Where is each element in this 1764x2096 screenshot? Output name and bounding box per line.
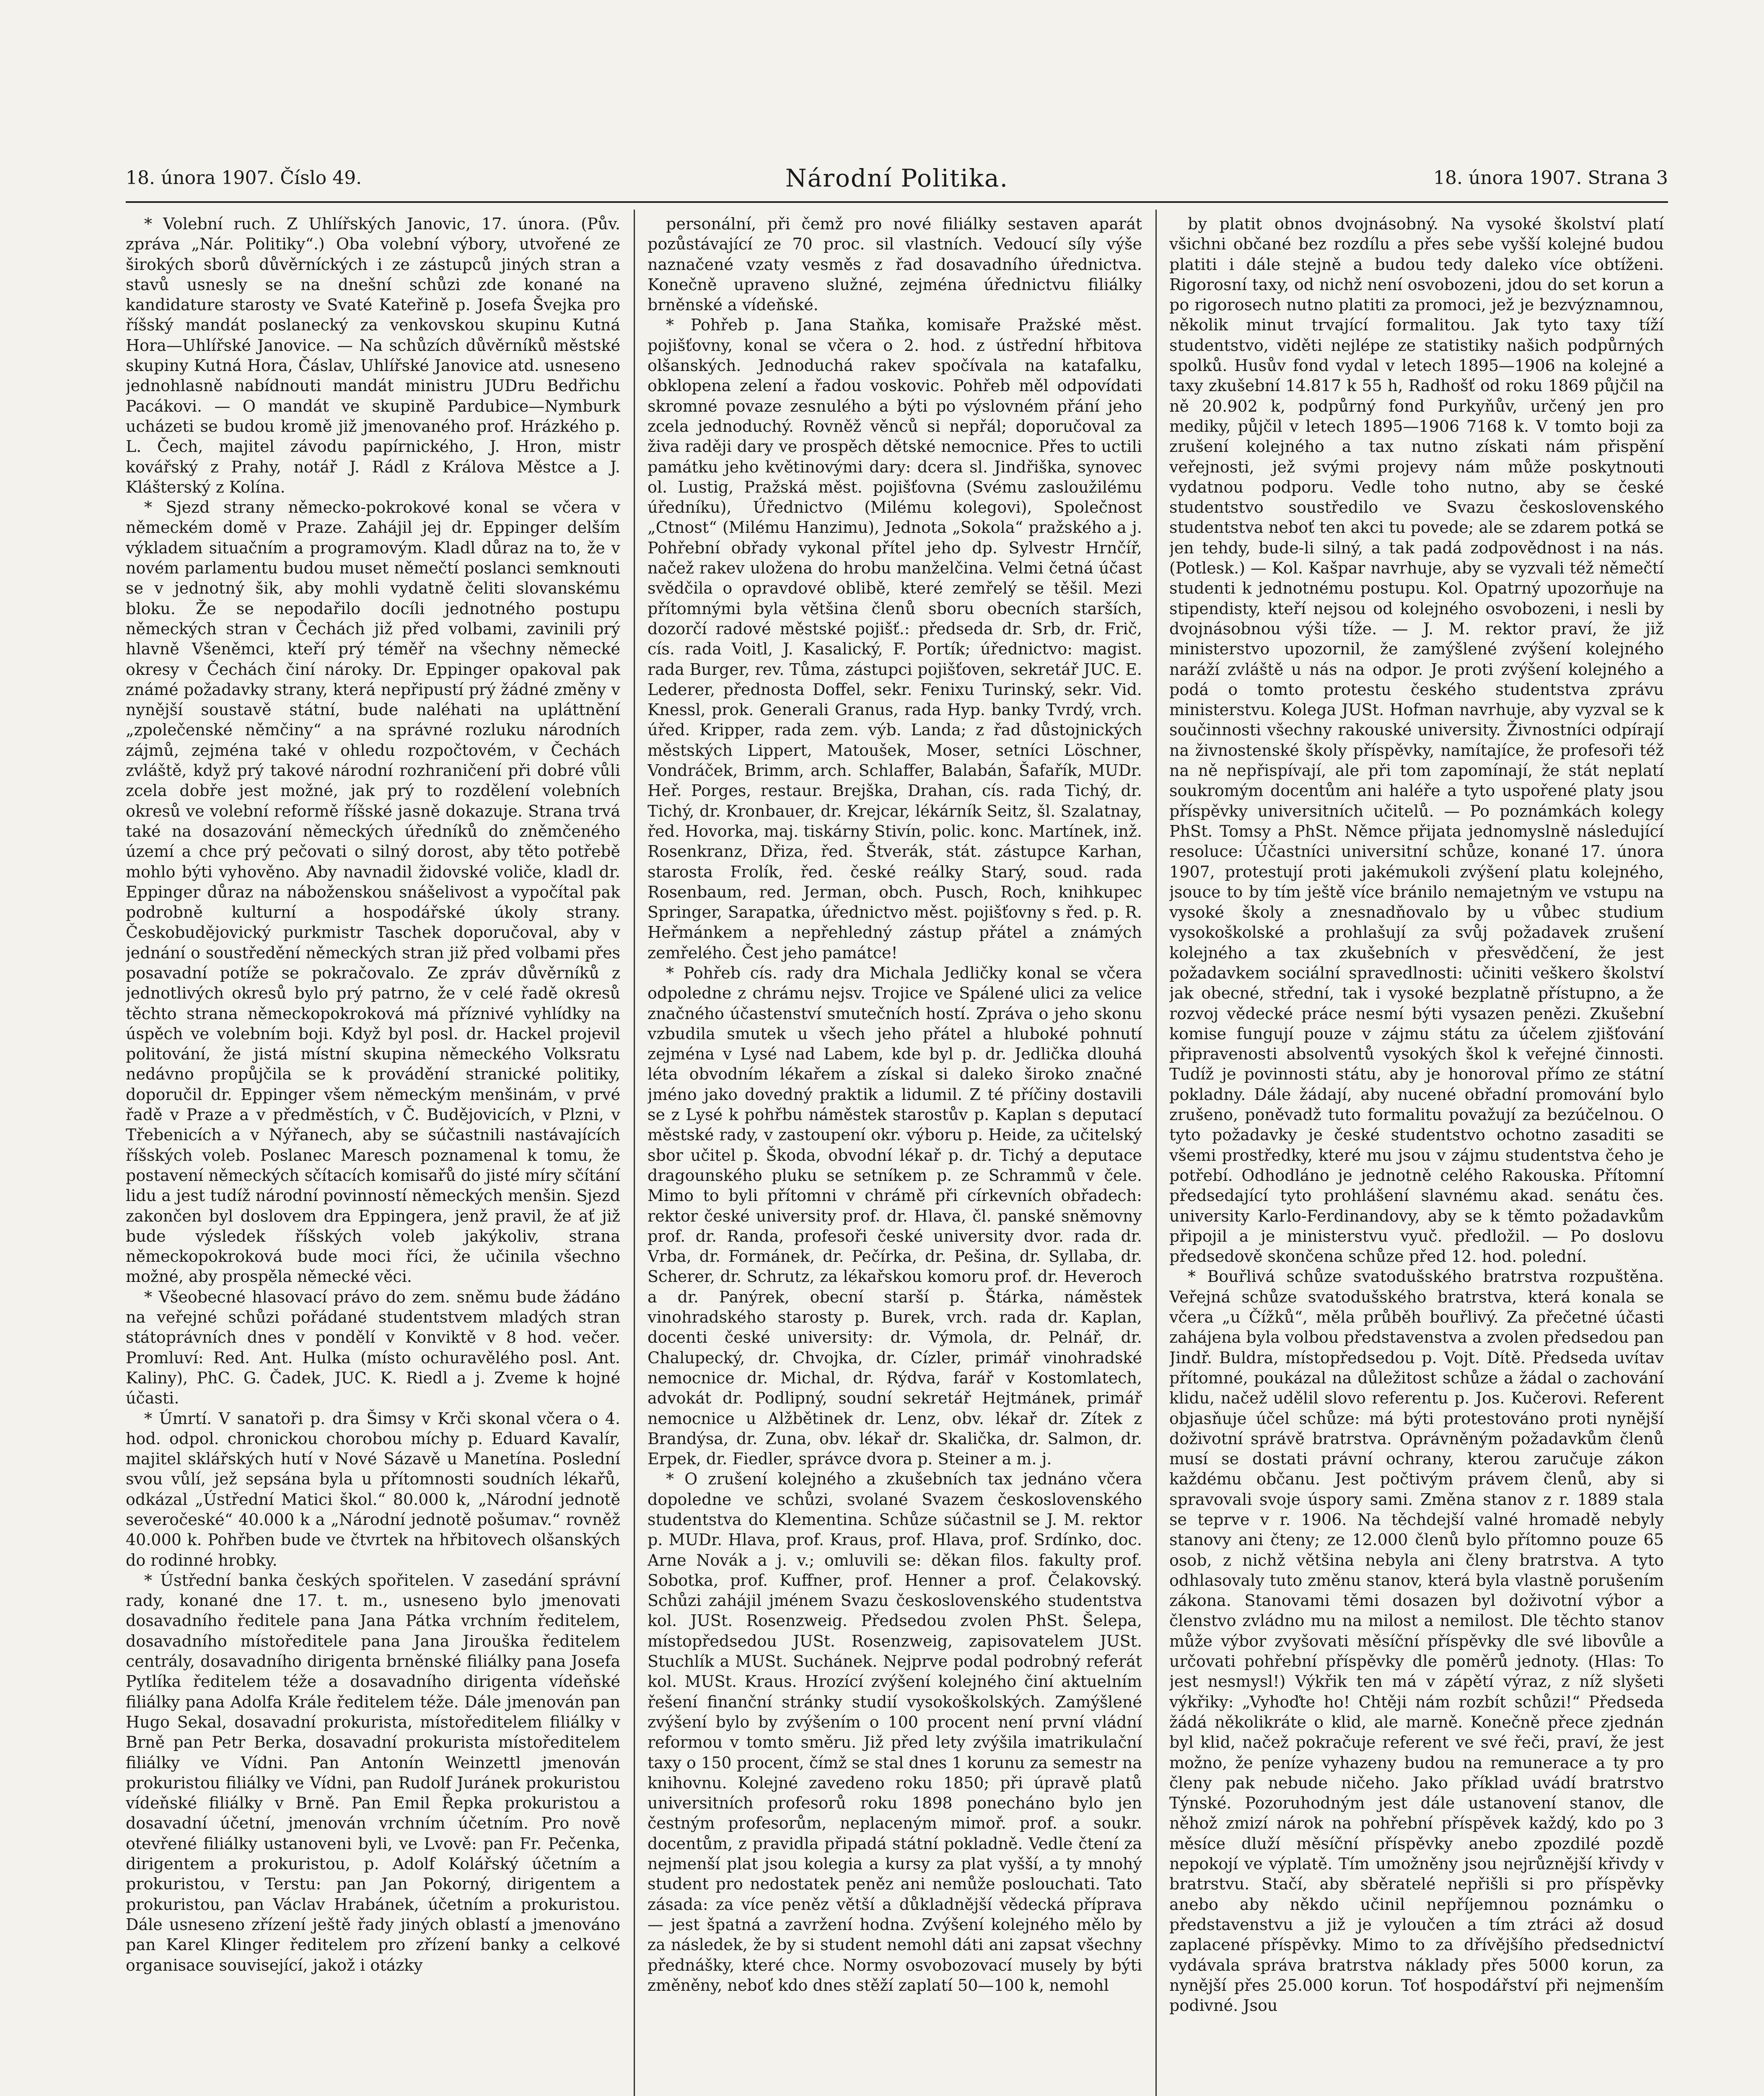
article: * Pohřeb cís. rady dra Michala Jedličky konal se včera odpoledne z chrámu nejsv. Trojice ve Spálené ulici za velice značného účastenství smutečních hostí. Zpráva o jeho skonu vzbudila smutek u všech jeho přátel a hluboké pohnutí zejména v Lysé nad Labem, kde byl p. dr. Jedlička dlouhá léta obvodním lékařem a získal si daleko široko značné jméno jako dovedný praktik a lidumil. Z té příčiny dostavili se z Lysé k pohřbu náměstek starostův p. Kaplan s deputací městské rady, v zastoupení okr. výboru p. Heide, za učitelský sbor učitel p. Škoda, obvodní lékař p. dr. Tichý a deputace dragounského pluku se setníkem p. ze Schrammů v čele. Mimo to byli přítomni v chrámě při církevních obřadech: rektor české university prof. dr. Hlava, čl. panské sněmovny prof. dr. Randa, profesoři české university dvor. rada dr. Vrba, dr. Formánek, dr. Pečírka, dr. Pešina, dr. Syllaba, dr. Scherer, dr. Schrutz, za lékařskou komoru prof. dr. Heveroch a dr. Panýrek, obecní starší p. Štárka, náměstek vinohradského starosty p. Burek, vrch. rada dr. Kaplan, docenti české university: dr. Výmola, dr. Pelnář, dr. Chalupecký, dr. Chvojka, dr. Cízler, primář vinohradské nemocnice dr. Michal, dr. Rýdva, farář v Kostomlatech, advokát dr. Podlipný, soudní sekretář Hejtmánek, primář nemocnice u Alžbětinek dr. Lenz, obv. lékař dr. Zítek z Brandýsa, dr. Zuna, obv. lékař dr. Skalička, dr. Salmon, dr. Erpek, dr. Fiedler, správce dvora p. Steiner a m. j.	[648, 963, 1142, 1468]
article: * Pohřeb p. Jana Staňka, komisaře Pražské měst. pojišťovny, konal se včera o 2. hod. z ústřední hřbitova olšanských. Jednoduchá rakev spočívala na katafalku, obklopena zelení a řadou voskovic. Pohřeb měl odpovídati skromné povaze zesnulého a býti po výslovném přání jeho zcela jednoduchý. Rovněž věnců si nepřál; doporučoval za živa raději dary ve prospěch dětské nemocnice. Přes to uctili památku jeho květinovými dary: dcera sl. Jindřiška, synovec ol. Lustig, Pražská měst. pojišťovna (Svému zasloužilému úředníku), Úřednictvo (Milému kolegovi), Společnost „Ctnost“ (Milému Hanzimu), Jednota „Sokola“ pražského a j. Pohřební obřady vykonal přítel jeho dp. Sylvestr Hrnčíř, načež rakev uložena do hrobu manželčina. Velmi četná účast svědčila o opravdové oblibě, které zemřelý se těšil. Mezi přítomnými byla většina členů sboru obecních starších, dozorčí radové městské pojišť.: předseda dr. Srb, dr. Frič, cís. rada Voitl, J. Kasalický, F. Portík; úřednictvo: magist. rada Burger, rev. Tůma, zástupci pojišťoven, sekretář JUC. E. Lederer, přednosta Doffel, sekr. Fenixu Turinský, sekr. Vid. Knessl, prok. Generali Granus, rada Hyp. banky Tvrdý, vrch. úřed. Kripper, rada zem. výb. Landa; z řad důstojnických městských Lippert, Matoušek, Moser, setníci Löschner, Vondráček, Brimm, arch. Schlaffer, Balabán, Šafařík, MUDr. Heř. Porges, restaur. Brejška, Drahan, cís. rada Tichý, dr. Tichý, dr. Kronbauer, dr. Krejcar, lékárník Seitz, šl. Szalatnay, řed. Hovorka, maj. tiskárny Stivín, polic. konc. Martínek, inž. Rosenkranz, Dřiza, řed. Štverák, stát. zástupce Karhan, starosta Frolík, řed. české reálky Starý, soud. rada Rosenbaum, red. Jerman, obch. Pusch, Roch, knihkupec Springer, Sarapatka, úřednictvo měst. pojišťovny s řed. p. R. Heřmánkem a nepřehledný zástup přátel a známých zemřelého. Čest jeho památce!	[648, 316, 1142, 962]
article: * Úmrtí. V sanatoři p. dra Šimsy v Krči skonal včera o 4. hod. odpol. chronickou chorobou míchy p. Eduard Kavalír, majitel sklářských hutí v Nové Sázavě u Manetína. Poslední svou vůlí, jež sepsána byla u přítomnosti soudních lékařů, odkázal „Ústřední Matici škol.“ 80.000 k, „Národní jednotě severočeské“ 40.000 k a „Národní jednotě pošumav.“ rovněž 40.000 k. Pohřben bude ve čtvrtek na hřbitovech olšanských do rodinné hrobky.	[126, 1409, 620, 1569]
column-1	[126, 214, 620, 2096]
column-2	[648, 214, 1142, 2096]
page-header	[126, 159, 1668, 197]
newspaper-page	[126, 159, 1668, 2096]
column-divider	[1155, 210, 1157, 2096]
masthead: Národní Politika.	[785, 164, 1009, 192]
article: by platit obnos dvojnásobný. Na vysoké školství platí všichni občané bez rozdílu a přes sebe vyšší kolejné budou platiti i dále stejně a budou tedy daleko více obtíženi. Rigorosní taxy, od nichž není osvobozeni, jdou do set korun a po rigorosech nutno platiti za promoci, jež je bezvýznamnou, několik minut trvající formalitou. Jak tyto taxy tíží studentstvo, viděti nejlépe ze statistiky našich podpůrných spolků. Husův fond vydal v letech 1895—1906 na kolejné a taxy zkušební 14.817 k 55 h, Radhošť od roku 1869 půjčil na ně 20.902 k, podpůrný fond Purkyňův, určený jen pro mediky, půjčil v letech 1895—1906 7168 k. V tomto boji za zrušení kolejného a tax nutno získati nám přispění veřejnosti, jež svými projevy nám může poskytnouti vydatnou podporu. Vedle toho nutno, aby se české studentstvo soustředilo ve Svazu československého studentstva neboť ten akci tu povede; ale se zdarem potká se jen tehdy, bude-li silný, a tak padá zodpovědnost i na nás. (Potlesk.) — Kol. Kašpar navrhuje, aby se vyzvali též němečtí studenti k jednotnému postupu. Kol. Opatrný upozorňuje na stipendisty, kteří nejsou od kolejného osvobozeni, i nesli by dvojnásobnou výši tíže. — J. M. rektor praví, že již ministerstvo upozornil, že zamýšlené zvýšení kolejného naráží zvláště u nás na odpor. Je proti zvýšení kolejného a podá o tomto protestu českého studentstva zprávu ministerstvu. Kolega JUSt. Hofman navrhuje, aby vyzval se k součinnosti všechny rakouské university. Živnostníci odpírají na živnostenské školy příspěvky, namítajíce, že profesoři též na ně nepřispívají, ale při tom zapomínají, že stát neplatí soukromým docentům ani haléře a tyto uspořené platy jsou příspěvky universitních učitelů. — Po poznámkách kolegy PhSt. Tomsy a PhSt. Němce přijata jednomyslně následující resoluce: Účastníci universitní schůze, konané 17. února 1907, protestují proti jakémukoli zvýšení platu kolejného, jsouce to by tím ještě více bránilo nemajetným ve vstupu na vysoké školy a znesnadňovalo by u vůbec studium vysokoškolské a prohlašují za svůj požadavek zrušení kolejného a tax zkušebních v přesvědčení, že jest požadavkem sociální spravedlnosti: učiniti veškero školství jak obecné, střední, tak i vysoké bezplatně přístupno, a že rozvoj vědecké práce nesmí býti vysazen penězi. Zkušební komise fungují pouze v zájmu státu za účelem zjišťování připravenosti absolventů vysokých škol k veřejné činnosti. Tudíž je povinnosti státu, aby je honoroval přímo ze státní pokladny. Dále žádají, aby nucené obřadní promování bylo zrušeno, poněvadž tuto formalitu považují za bezúčelnou. O tyto požadavky je české studentstvo ochotno zasaditi se všemi prostředky, které mu jsou v zájmu studentstva čeho je potřebí. Odhodláno je jednotně celého Rakouska. Přítomní předsedající tyto prohlášení slavnému akad. senátu čes. university Karlo-Ferdinandovy, aby se k těmto požadavkům připojil a je ministerstvu vyuč. předložil. — Po doslovu předsedově skončena schůze před 12. hod. polední.	[1169, 215, 1664, 1266]
article: * Ústřední banka českých spořitelen. V zasedání správní rady, konané dne 17. t. m., usneseno bylo jmenovati dosavadního ředitele pana Jana Pátka vrchním ředitelem, dosavadního místoředitele pana Jana Jirouška ředitelem centrály, dosavadního dirigenta brněnské filiálky pana Josefa Pytlíka ředitelem téže a dosavadního dirigenta vídeňské filiálky pana Adolfa Krále ředitelem téže. Dále jmenován pan Hugo Sekal, dosavadní prokurista, místoředitelem filiálky v Brně pan Petr Berka, dosavadní prokurista místoředitelem filiálky ve Vídni. Pan Antonín Weinzettl jmenován prokuristou filiálky ve Vídni, pan Rudolf Juránek prokuristou vídeňské filiálky v Brně. Pan Emil Řepka prokuristou a dosavadní účetní, jmenován vrchním účetním. Pro nově otevřené filiálky ustanoveni byli, ve Lvově: pan Fr. Pečenka, dirigentem a prokuristou, p. Adolf Kolářský účetním a prokuristou, v Terstu: pan Jan Pokorný, dirigentem a prokuristou, pan Václav Hrabánek, účetním a prokuristou. Dále usneseno zřízení ještě řady jiných oblastí a jmenováno pan Karel Klinger ředitelem pro zřízení banky a celkové organisace související, jakož i otázky	[126, 1571, 620, 1974]
article: * O zrušení kolejného a zkušebních tax jednáno včera dopoledne ve schůzi, svolané Svazem československého studentstva do Klementina. Schůze súčastnil se J. M. rektor p. MUDr. Hlava, prof. Kraus, prof. Hlava, prof. Srdínko, doc. Arne Novák a j. v.; omluvili se: děkan filos. fakulty prof. Sobotka, prof. Kuffner, prof. Henner a prof. Čelakovský. Schůzi zahájil jménem Svazu československého studentstva kol. JUSt. Rosenzweig. Předsedou zvolen PhSt. Šelepa, místopředsedou JUSt. Rosenzweig, zapisovatelem JUSt. Stuchlík a MUSt. Suchánek. Nejprve podal podrobný referát kol. MUSt. Kraus. Hrozící zvýšení kolejného činí aktuelním řešení finanční stránky studií vysokoškolských. Zamýšlené zvýšení bylo by zvýšením o 100 procent není první vládní reformou v tomto směru. Již před lety zvýšila imatrikulační taxy o 150 procent, čímž se stal dnes 1 korunu za semestr na knihovnu. Kolejné zavedeno roku 1850; při úpravě platů universitních profesorů roku 1898 ponecháno bylo jen čestným profesorům, neplaceným mimoř. prof. a soukr. docentům, z pravidla připadá státní pokladně. Vedle čtení za nejmenší plat jsou kolegia a kursy za plat vyšší, a ty mnohý student pro nedostatek peněz ani nemůže poslouchati. Tato zásada: za více peněz větší a důkladnější vědecká příprava — jest špatná a zavržení hodna. Zvýšení kolejného mělo by za následek, že by si student nemohl dáti ani zapsat všechny přednášky, které chce. Normy osvobozovací musely by býti změněny, neboť kdo dnes stěží zaplatí 50—100 k, nemohl	[648, 1470, 1142, 1995]
article: * Všeobecné hlasovací právo do zem. sněmu bude žádáno na veřejné schůzi pořádané studentstvem mladých stran státoprávních dnes v pondělí v Konviktě v 8 hod. večer. Promluví: Red. Ant. Hulka (místo ochuravělého posl. Ant. Kaliny), PhC. G. Čadek, JUC. K. Riedl a j. Zveme k hojné účasti.	[126, 1287, 620, 1408]
article: * Volební ruch. Z Uhlířských Janovic, 17. února. (Pův. zpráva „Nár. Politiky“.) Oba volební výbory, utvořené ze širokých sborů důvěrníckých i ze zástupců jiných stran a stavů usnesly se na dnešní schůzi zde konané na kandidature starosty ve Svaté Kateřině p. Josefa Švejka pro říšský mandát poslanecký za venkovskou skupinu Kutná Hora—Uhlířské Janovice. — Na schůzích důvěrníků městské skupiny Kutná Hora, Čáslav, Uhlířské Janovice atd. usneseno jednohlasně nabídnouti mandát ministru JUDru Bedřichu Pacákovi. — O mandát ve skupině Pardubice—Nymburk ucházeti se budou kromě již jmenovaného prof. Hrázkého p. L. Čech, majitel závodu papírnického, J. Hron, mistr kovářský z Prahy, notář J. Rádl z Králova Městce a J. Klášterský z Kolína.	[126, 215, 620, 496]
column-3	[1169, 214, 1664, 2096]
header-date-page: 18. února 1907. Strana 3	[1433, 167, 1668, 189]
column-divider	[634, 210, 635, 2096]
article: personální, při čemž pro nové filiálky sestaven aparát pozůstávající ze 70 proc. sil vlastních. Vedoucí síly výše naznačené vzaty vesměs z řad dosavadního úřednictva. Konečně upraveno služné, zejména úřednictvu filiálky brněnské a vídeňské.	[648, 215, 1142, 314]
article: * Bouřlivá schůze svatodušského bratrstva rozpuštěna. Veřejná schůze svatodušského bratrstva, která konala se včera „u Čížků“, měla průběh bouřlivý. Za přečetné účasti zahájena byla volbou představenstva a zvolen předsedou pan Jindř. Buldra, místopředsedou p. Vojt. Dítě. Předseda uvítav přítomné, poukázal na důležitost schůze a žádal o zachování klidu, načež udělil slovo referentu p. Jos. Kučerovi. Referent objasňuje účel schůze: má býti protestováno proti nynější doživotní správě bratrstva. Oprávněným požadavkům členů musí se dostati právní ochrany, kterou zaručuje zákon každému občanu. Jest počtivým právem členů, aby si spravovali svoje úspory sami. Změna stanov z r. 1889 stala se teprve v r. 1906. Na těchdejší valné hromadě nebyly stanovy ani čteny; ze 12.000 členů bylo přítomno pouze 65 osob, z nichž většina nebyla ani členy bratrstva. A tyto odhlasovaly tuto změnu stanov, která byla vlastně porušením zákona. Stanovami těmi dosazen byl doživotní výbor a členstvo zvládno mu na milost a nemilost. Dle těchto stanov může výbor zvyšovati měsíční příspěvky dle své libovůle a určovati pohřební příspěvky dle poměrů jednoty. (Hlas: To jest nesmysl!) Výkřik ten má v zápětí výraz, z níž slyšeti výkřiky: „Vyhoďte ho! Chtěji nám rozbít schůzi!“ Předseda žádá několikráte o klid, ale marně. Konečně přece zjednán byl klid, načež pokračuje referent ve své řeči, praví, že jest možno, že peníze vyhazeny budou na remunerace a ty pro členy pak nebude ničeho. Jako příklad uvádí bratrstvo Týnské. Pozoruhodným jest dále ustanovení stanov, dle něhož zmizí nárok na pohřební příspěvek každý, kdo po 3 měsíce dluží měsíční příspěvky anebo zpozdilé pozdě nepokojí ve výplatě. Tím umožněny jsou nejrůznější křivdy v bratrstvu. Stačí, aby sběratelé nepřišli si pro příspěvky anebo aby někdo učinil nepříjemnou poznámku o představenstvu a již je vyloučen a tím ztráci až dosud zaplacené příspěvky. Mimo to za dřívějšího předsednictví vydávala správa bratrstva náklady přes 5000 korun, za nynější přes 25.000 korun. Toť hospodářství při nejmenším podivné. Jsou	[1169, 1267, 1664, 2015]
header-date-issue: 18. února 1907. Číslo 49.	[126, 167, 362, 189]
header-rule	[126, 201, 1668, 203]
article: * Sjezd strany německo-pokrokové konal se včera v německém domě v Praze. Zahájil jej dr. Eppinger delším výkladem situačním a programovým. Kladl důraz na to, že v novém parlamentu budou muset němečtí poslanci semknouti se v jednotný šik, aby mohli vydatně čeliti slovanskému bloku. Že se nepodařilo docíli jednotného postupu německých stran v Čechách již před volbami, zavinili prý hlavně Všeněmci, kteří prý téměř na všechny německé okresy v Čechách činí nároky. Dr. Eppinger opakoval pak známé požadavky strany, která nepřipustí prý žádné změny v nynější soustavě státní, bude naléhati na upláttnění „zpolečenské němčiny“ a na správné rozluku národních zájmů, zejména také v ohledu rozpočtovém, v Čechách zvláště, když prý takové národní rozhraničení při dobré vůli zcela dobře jest možné, jak prý to rozdělení volebních okresů ve volební reformě říšské jasně dokazuje. Strana trvá také na dosazování německých úředníků do zněmčeného území a chce prý pečovati o silný dorost, aby těto potřebě mohlo býti vyhověno. Aby navnadil židovské voliče, kladl dr. Eppinger důraz na náboženskou snášelivost a vypočítal pak podrobně kulturní a hospodářské úkoly strany. Českobudějovický purkmistr Taschek doporučoval, aby v jednání o soustředění německých stran již před volbami přes posavadní potíže se pokračovalo. Ze zpráv důvěrníků z jednotlivých okresů bylo prý patrno, že v celé řadě okresů těchto strana německopokroková má příznivé vyhlídky na úspěch ve volebním boji. Když byl posl. dr. Hackel projevil politování, že jistá místní skupina německého Volksratu nedávno propůjčila se k provádění stranické politiky, doporučil dr. Eppinger všem německým menšinám, v prvé řadě v Praze a v předměstích, v Č. Budějovicích, v Plzni, v Třebenicích a v Nýřanech, aby se súčastnili nastávajících říšských voleb. Poslanec Maresch poznamenal k tomu, že postavení německých sčítacích komisařů do jisté míry sčítání lidu a jest tudíž národní povinností německých menšin. Sjezd zakončen byl doslovem dra Eppingera, jenž pravil, že ať již bude výsledek říšských voleb jakýkoliv, strana německopokroková bude moci říci, že učinila všechno možné, aby prospěla německé věci.	[126, 498, 620, 1286]
